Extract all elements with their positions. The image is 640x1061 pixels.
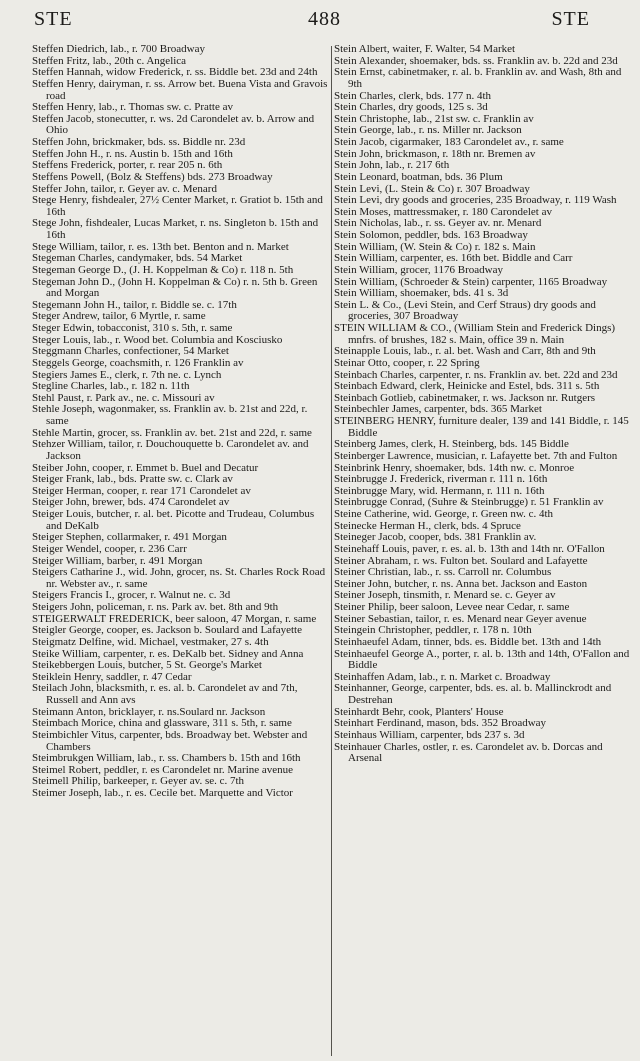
directory-entry: Steimbach Morice, china and glassware, 311 s. 5th, r. same — [32, 717, 292, 730]
directory-entry: Steiger Stephen, collarmaker, r. 491 Morgan — [32, 531, 227, 544]
directory-entry: Stein William, shoemaker, bds. 41 s. 3d — [334, 287, 509, 300]
directory-entry: Stein Alexander, shoemaker, bds. ss. Franklin av. b. 22d and 23d — [334, 54, 618, 67]
directory-entry: Steiger Herman, cooper, r. rear 171 Carondelet av — [32, 484, 251, 497]
directory-entry: Steiner Joseph, tinsmith, r. Menard se. c. Geyer av — [334, 589, 556, 602]
directory-entry: Steffen Henry, dairyman, r. ss. Arrow bet. Buena Vista and Gravois road — [32, 77, 328, 102]
directory-entry: Steinbrugge Mary, wid. Hermann, r. 111 n. 16th — [334, 484, 545, 497]
page-number: 488 — [308, 8, 341, 30]
directory-entry: Stegeman Charles, candymaker, bds. 54 Market — [32, 252, 243, 265]
directory-entry: Steinbach Edward, clerk, Heinicke and Estel, bds. 311 s. 5th — [334, 380, 600, 393]
directory-entry: Steffen Fritz, lab., 20th c. Angelica — [32, 54, 187, 67]
directory-entry: Steimbichler Vitus, carpenter, bds. Broadway bet. Webster and Chambers — [32, 728, 308, 753]
directory-entry: Stein Moses, mattressmaker, r. 180 Carondelet av — [334, 205, 552, 218]
directory-entry: Steinbrugge Conrad, (Suhre & Steinbrugge) r. 51 Franklin av — [334, 496, 604, 509]
directory-entry: Steiber John, cooper, r. Emmet b. Buel and Decatur — [32, 461, 259, 474]
directory-entry: Steger Andrew, tailor, 6 Myrtle, r. same — [32, 310, 206, 323]
directory-entry: Steinar Otto, cooper, r. 22 Spring — [334, 356, 480, 369]
directory-entry: Steine Catherine, wid. George, r. Green nw. c. 4th — [334, 508, 554, 520]
directory-entry: Stehzer William, tailor, r. Douchouquette b. Carondelet av. and Jackson — [32, 438, 309, 462]
directory-entry: Stegeman George D., (J. H. Koppelman & Co) r. 118 n. 5th — [32, 263, 294, 276]
directory-entry: Steigers Francis I., grocer, r. Walnut ne. c. 3d — [32, 589, 231, 602]
directory-entry: Steiner Sebastian, tailor, r. es. Menard near Geyer avenue — [334, 612, 587, 625]
directory-entry: Stein Jacob, cigarmaker, 183 Carondelet av., r. same — [334, 136, 564, 148]
directory-entry: Steiner Christian, lab., r. ss. Carroll nr. Columbus — [334, 566, 552, 579]
directory-entry: Steinecke Herman H., clerk, bds. 4 Spruce — [334, 519, 521, 532]
directory-entry: Steinberg James, clerk, H. Steinberg, bds. 145 Biddle — [334, 438, 569, 451]
directory-entry: STEIN WILLIAM & CO., (William Stein and Frederick Dings) mnfrs. of brushes, 182 s. Main, office 39 n. Main — [334, 322, 616, 346]
directory-entry: Stehl Paust, r. Park av., ne. c. Missouri av — [32, 391, 215, 404]
directory-entry: Stehle Martin, grocer, ss. Franklin av. bet. 21st and 22d, r. same — [32, 426, 312, 439]
directory-entry: Steiklein Henry, saddler, r. 47 Cedar — [32, 670, 192, 683]
directory-entry: Steigers John, policeman, r. ns. Park av. bet. 8th and 9th — [32, 601, 279, 613]
directory-entry: Stegeman John D., (John H. Koppelman & Co) r. n. 5th b. Green and Morgan — [32, 275, 318, 300]
directory-entry: Steinbrink Henry, shoemaker, bds. 14th nw. c. Monroe — [334, 461, 575, 474]
directory-entry: Steffens Powell, (Bolz & Steffens) bds. 273 Broadway — [32, 170, 273, 183]
directory-entry: Steffen Jacob, stonecutter, r. ws. 2d Carondelet av. b. Arrow and Ohio — [32, 112, 315, 137]
directory-entry: Stegemann John H., tailor, r. Biddle se. c. 17th — [32, 298, 237, 311]
directory-entry: Steigler George, cooper, es. Jackson b. Soulard and Lafayette — [32, 624, 302, 637]
directory-entry: Steffen Henry, lab., r. Thomas sw. c. Pratte av — [32, 101, 234, 114]
directory-entry: Steimbrukgen William, lab., r. ss. Chambers b. 15th and 16th — [32, 752, 301, 765]
directory-entry: Steinapple Louis, lab., r. al. bet. Wash and Carr, 8th and 9th — [334, 345, 596, 358]
directory-entry: Steinhanner, George, carpenter, bds. es. al. b. Mallinckrodt and Destrehan — [334, 682, 612, 706]
directory-entry: Steingein Christopher, peddler, r. 178 n. 10th — [334, 624, 532, 637]
directory-entry: Steigers Catharine J., wid. John, grocer, ns. St. Charles Rock Road nr. Webster av., r. same — [32, 566, 326, 590]
directory-entry: Stegline Charles, lab., r. 182 n. 11th — [32, 380, 190, 393]
directory-entry: Stehle Joseph, wagonmaker, ss. Franklin av. b. 21st and 22d, r. same — [32, 403, 308, 427]
directory-entry: Stein Christophe, lab., 21st sw. c. Franklin av — [334, 112, 534, 125]
left-column — [32, 44, 330, 1059]
directory-entry: Steimell Philip, barkeeper, r. Geyer av. se. c. 7th — [32, 775, 245, 788]
directory-entry: Steinhaffen Adam, lab., r. n. Market c. Broadway — [334, 670, 551, 683]
directory-entry: Steffer John, tailor, r. Geyer av. c. Menard — [32, 182, 217, 195]
directory-entry: Stege William, tailor, r. es. 13th bet. Benton and n. Market — [32, 240, 289, 253]
directory-entry: Stege John, fishdealer, Lucas Market, r. ns. Singleton b. 15th and 16th — [32, 217, 319, 241]
directory-entry: Stein Levi, dry goods and groceries, 235 Broadway, r. 119 Wash — [334, 194, 617, 207]
directory-entry: Steiger William, barber, r. 491 Morgan — [32, 554, 203, 567]
directory-entry: Steigmatz Delfine, wid. Michael, vestmaker, 27 s. 4th — [32, 635, 269, 648]
directory-entry: Steinbechler James, carpenter, bds. 365 Market — [334, 403, 542, 416]
directory-entry: Steiger John, brewer, bds. 474 Carondelet av — [32, 496, 230, 509]
directory-entry: Steiner Abraham, r. ws. Fulton bet. Soulard and Lafayette — [334, 554, 588, 567]
directory-entry: Steinbach Gotlieb, cabinetmaker, r. ws. Jackson nr. Rutgers — [334, 391, 596, 404]
directory-entry: Steinhaeufel George A., porter, r. al. b. 13th and 14th, O'Fallon and Biddle — [334, 647, 630, 672]
directory-entry: Steiger Frank, lab., bds. Pratte sw. c. Clark av — [32, 473, 233, 486]
directory-entry: Stein William, (W. Stein & Co) r. 182 s. Main — [334, 240, 536, 253]
directory-entry: Steinberger Lawrence, musician, r. Lafayette bet. 7th and Fulton — [334, 449, 618, 462]
directory-entry: Steiger Louis, butcher, r. al. bet. Picotte and Trudeau, Columbus and DeKalb — [32, 508, 315, 532]
directory-entry: Stein Ernst, cabinetmaker, r. al. b. Franklin av. and Wash, 8th and 9th — [334, 66, 622, 90]
directory-entry: Stein William, grocer, 1176 Broadway — [334, 263, 503, 276]
directory-entry: Steike William, carpenter, r. es. DeKalb bet. Sidney and Anna — [32, 647, 304, 660]
directory-entry: Steffen John, brickmaker, bds. ss. Biddle nr. 23d — [32, 136, 246, 148]
directory-entry: Stein William, carpenter, es. 16th bet. Biddle and Carr — [334, 252, 573, 265]
directory-entry: Steinhaus William, carpenter, bds 237 s. 3d — [334, 728, 525, 741]
directory-entry: Steggels George, coachsmith, r. 126 Franklin av — [32, 356, 244, 369]
page-header — [34, 8, 630, 36]
directory-entry: Steikebbergen Louis, butcher, 5 St. George's Market — [32, 659, 262, 672]
directory-entry: Stein Charles, dry goods, 125 s. 3d — [334, 101, 488, 114]
directory-entry: Steger Louis, lab., r. Wood bet. Columbia and Kosciusko — [32, 333, 283, 346]
directory-entry: Stein John, brickmason, r. 18th nr. Bremen av — [334, 147, 536, 160]
directory-entry: Steinbach Charles, carpenter, r. ns. Franklin av. bet. 22d and 23d — [334, 368, 618, 381]
directory-entry: Steinhaeufel Adam, tinner, bds. es. Biddle bet. 13th and 14th — [334, 635, 602, 648]
directory-entry: Steimer Joseph, lab., r. es. Cecile bet. Marquette and Victor — [32, 787, 293, 799]
directory-entry: Steinhauer Charles, ostler, r. es. Carondelet av. b. Dorcas and Arsenal — [334, 740, 603, 765]
directory-entry: Steimann Anton, bricklayer, r. ns.Soulard nr. Jackson — [32, 705, 266, 718]
directory-entry: Stein John, lab., r. 217 6th — [334, 159, 450, 172]
directory-entry: Stein William, (Schroeder & Stein) carpenter, 1165 Broadway — [334, 275, 608, 288]
directory-entry: Steffen Diedrich, lab., r. 700 Broadway — [32, 44, 206, 55]
directory-entry: Steilach John, blacksmith, r. es. al. b. Carondelet av and 7th, Russell and Ann avs — [32, 682, 298, 706]
directory-entry: Steffens Frederick, porter, r. rear 205 n. 6th — [32, 159, 223, 172]
directory-entry: Steiner Philip, beer saloon, Levee near Cedar, r. same — [334, 601, 570, 613]
directory-entry: Steggmann Charles, confectioner, 54 Market — [32, 345, 229, 358]
directory-entry: Stein Solomon, peddler, bds. 163 Broadway — [334, 229, 528, 241]
directory-entry: Steinhardt Behr, cook, Planters' House — [334, 705, 504, 718]
directory-entry: Stein George, lab., r. ns. Miller nr. Jackson — [334, 124, 522, 137]
directory-entry: Stein Levi, (L. Stein & Co) r. 307 Broadway — [334, 182, 530, 195]
directory-entry: Steger Edwin, tobacconist, 310 s. 5th, r. same — [32, 322, 233, 334]
directory-entry: Steiner John, butcher, r. ns. Anna bet. Jackson and Easton — [334, 577, 588, 590]
directory-entry: Stegiers James E., clerk, r. 7th ne. c. Lynch — [32, 368, 222, 381]
column-divider — [331, 46, 332, 1056]
right-column — [334, 44, 636, 1059]
directory-entry: Stein Leonard, boatman, bds. 36 Plum — [334, 170, 503, 183]
directory-entry: Steiger Wendel, cooper, r. 236 Carr — [32, 542, 187, 555]
directory-entry: STEINBERG HENRY, furniture dealer, 139 and 141 Biddle, r. 145 Biddle — [334, 415, 629, 439]
header-left-guide-word: STE — [34, 8, 73, 30]
header-right-guide-word: STE — [551, 8, 590, 30]
directory-entry: Steinehaff Louis, paver, r. es. al. b. 13th and 14th nr. O'Fallon — [334, 542, 605, 555]
directory-entry: Steinhart Ferdinand, mason, bds. 352 Broadway — [334, 717, 547, 730]
directory-entry: Steineger Jacob, cooper, bds. 381 Franklin av. — [334, 531, 537, 544]
directory-entry: Stein Albert, waiter, F. Walter, 54 Market — [334, 44, 516, 55]
directory-entry: Steffen Hannah, widow Frederick, r. ss. Biddle bet. 23d and 24th — [32, 66, 318, 79]
directory-entry: Stein L. & Co., (Levi Stein, and Cerf Straus) dry goods and groceries, 307 Broadway — [334, 298, 596, 323]
directory-entry: STEIGERWALT FREDERICK, beer saloon, 47 Morgan, r. same — [32, 612, 317, 625]
directory-entry: Stege Henry, fishdealer, 27½ Center Market, r. Gratiot b. 15th and 16th — [32, 194, 323, 218]
directory-entry: Steimel Robert, peddler, r. es Carondelet nr. Marine avenue — [32, 763, 294, 776]
directory-entry: Steinbrugge J. Frederick, riverman r. 111 n. 16th — [334, 473, 548, 486]
directory-entry: Stein Charles, clerk, bds. 177 n. 4th — [334, 89, 492, 102]
directory-entry: Steffen John H., r. ns. Austin b. 15th and 16th — [32, 147, 233, 160]
directory-entry: Stein Nicholas, lab., r. ss. Geyer av. nr. Menard — [334, 217, 542, 230]
